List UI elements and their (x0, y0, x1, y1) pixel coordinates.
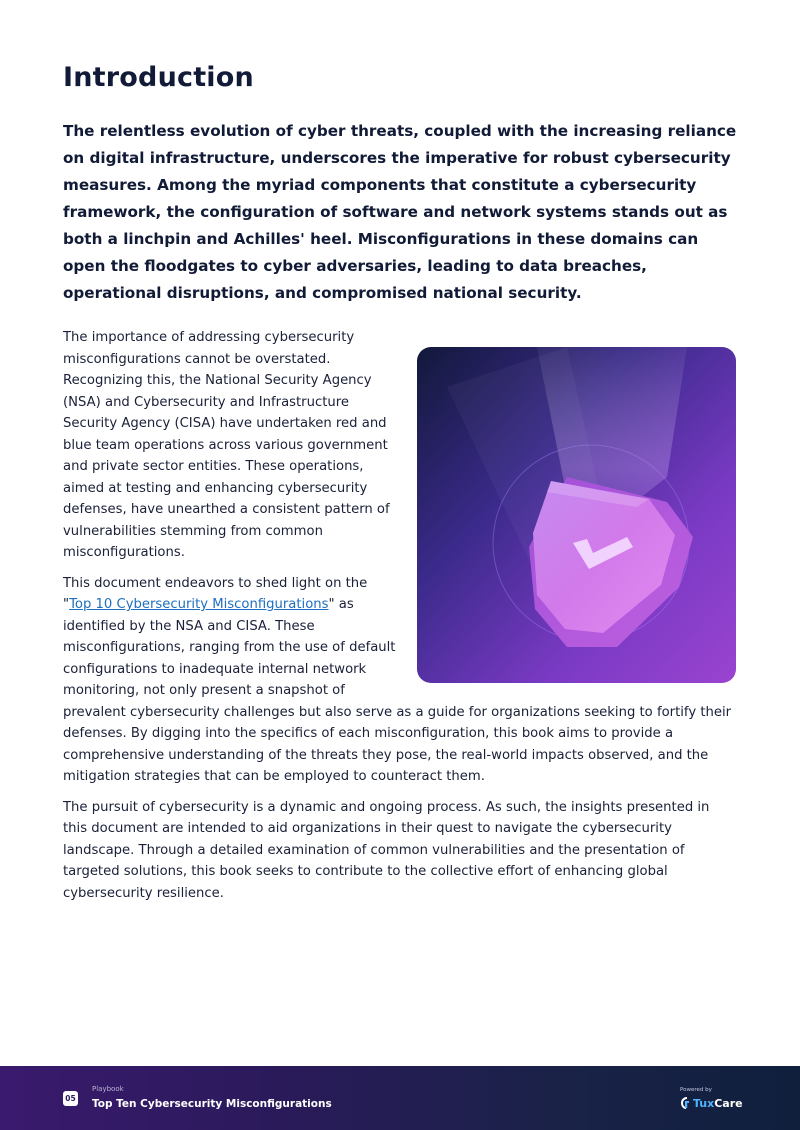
paragraph-1: The importance of addressing cybersecurity misconfigurations cannot be overstated. Recognizing this, the National Security Agency (NSA) and Cybersecurity and Infrastructure Security Agency (CISA) have undertaken red and blue team operations across various government and private sector entities. These operations, aimed at testing and enhancing cybersecurity defenses, have unearthed a consistent pattern of vulnerabilities stemming from common misconfigurations. (63, 330, 390, 560)
shield-check-icon (417, 347, 736, 683)
page-number: 05 (63, 1091, 78, 1106)
footer-title: Top Ten Cybersecurity Misconfigurations (92, 1098, 332, 1110)
lead-paragraph: The relentless evolution of cyber threats, coupled with the increasing reliance on digital infrastructure, underscores the imperative for robust cybersecurity measures. Among the myriad components that constitute a cybersecurity framework, the configuration of software and network systems stands out as both a linchpin and Achilles' heel. Misconfigurations in these domains can open the floodgates to cyber adversaries, leading to data breaches, operational disruptions, and compromised national security. (63, 122, 737, 302)
page-title: Introduction (63, 62, 254, 93)
paragraph-2-intro: This document endeavors to shed light on the " (63, 575, 368, 612)
tuxcare-brand (679, 1095, 743, 1111)
shield-illustration (417, 347, 736, 683)
footer (0, 1066, 800, 1130)
footer-kicker: Playbook (92, 1085, 124, 1093)
brand-tux: Tux (693, 1096, 715, 1110)
paragraph-3: The pursuit of cybersecurity is a dynamic and ongoing process. As such, the insights presented in this document are intended to aid organizations in their quest to navigate the cybersecurity landscape. Through a detailed examination of common vulnerabilities and the presentation of targeted solutions, this book seeks to contribute to the collective effort of enhancing global cybersecurity resilience. (63, 799, 710, 901)
brand-care: Care (714, 1096, 743, 1110)
tuxcare-logo-icon (679, 1096, 691, 1110)
top-10-link[interactable]: Top 10 Cybersecurity Misconfigurations (69, 597, 329, 612)
powered-by-label: Powered by (680, 1087, 712, 1093)
paragraph-2-rest: " as identified by the NSA and CISA. These misconfigurations, ranging from the use of default configurations to inadequate internal network monitoring, not only present a snapshot of prevalent cybersecurity challenges but also serve as a guide for organizations seeking to fortify their defenses. By digging into the specifics of each misconfiguration, this book aims to provide a comprehensive understanding of the threats they pose, the real-world impacts observed, and the mitigation strategies that can be employed to counteract them. (63, 597, 732, 784)
